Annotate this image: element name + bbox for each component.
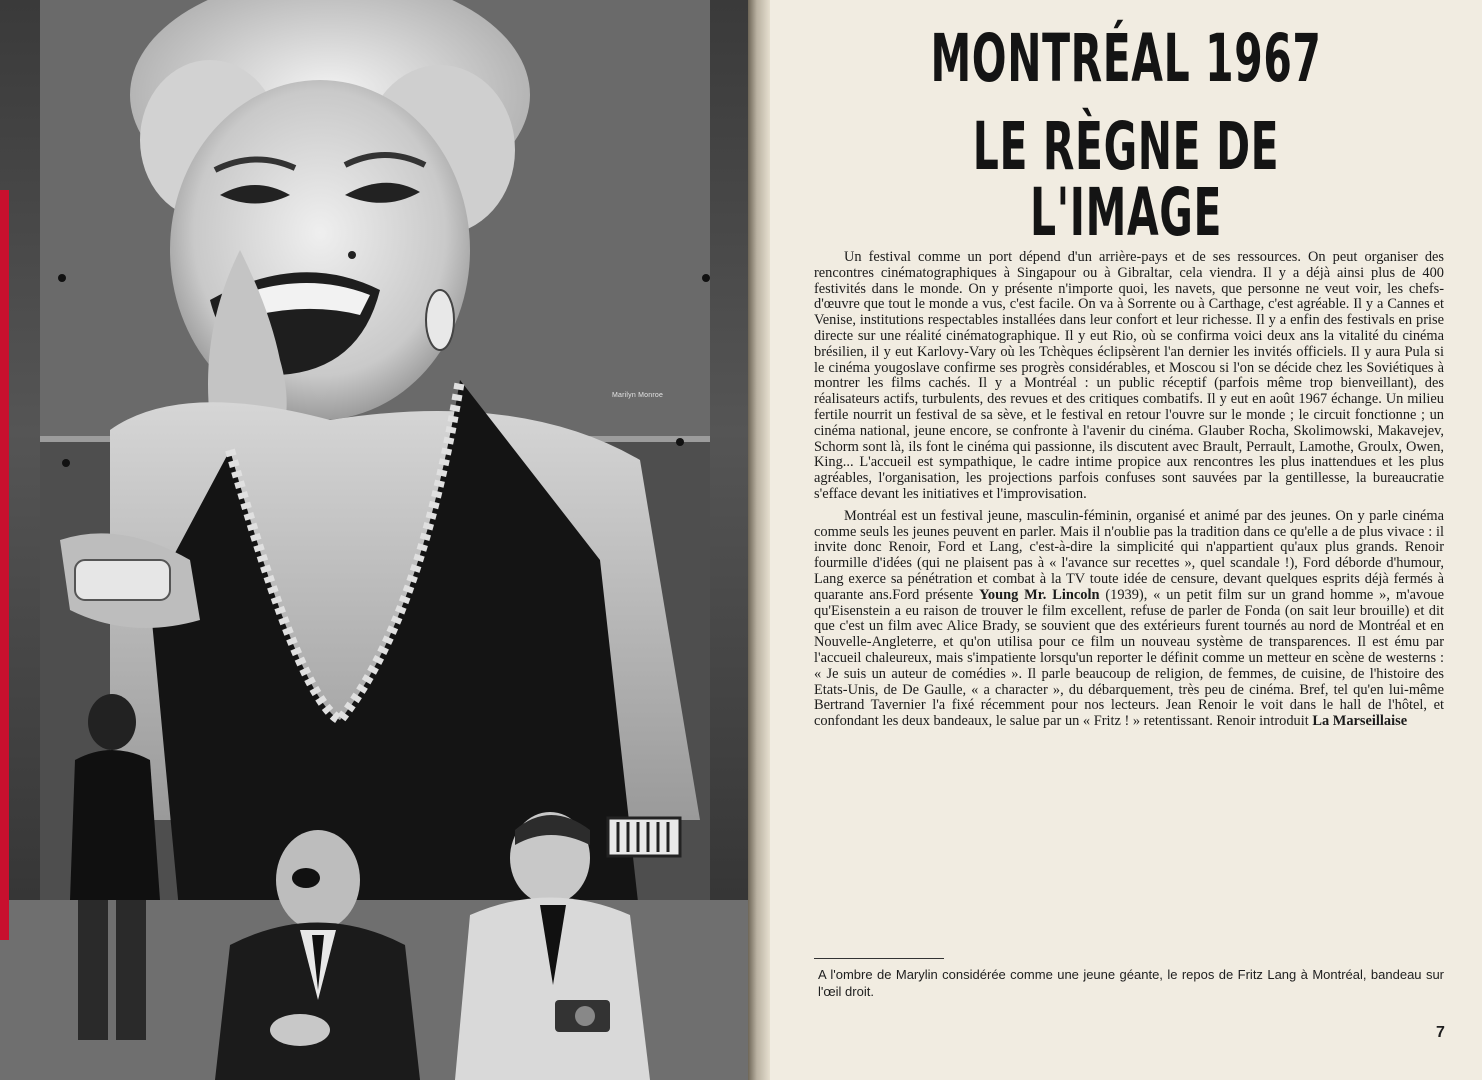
film-title: La Marseillaise: [1312, 713, 1408, 730]
paragraph-text: Montréal est un festival jeune, masculin-féminin, organisé et animé par des jeunes. On y parle cinéma comme seuls les jeunes peuvent en parler. Mais il n'oublie pas la tradition dans ce qu'elle a de plus vivace : il invite donc Renoir, Ford et Lang, c'est-à-dire la simplicité qui n'appartient qu'aux plus grands. Renoir fourmille d'idées (qui ne plaisent pas à « l'avance sur recettes », quel scandale !), Ford déborde d'humour, Lang exerce sa pénétration et combat à la TV toute idée de censure, devant quelques esprits déjà fermés à quarante ans.Ford présente: [814, 507, 1444, 603]
article-body: [814, 250, 1444, 736]
article-paragraph: [814, 509, 1444, 730]
poster-rivet: [676, 438, 684, 446]
eyepatch: [292, 868, 320, 888]
poster-rivet: [702, 274, 710, 282]
film-title: Young Mr. Lincoln: [979, 586, 1100, 603]
poster-rivet: [58, 274, 66, 282]
article-paragraph: Un festival comme un port dépend d'un arrière-pays et de ses ressources. On peut organiser des rencontres cinématographiques à Singapour ou à Gibraltar, cela viendra. Il y a déjà ainsi plus de 400 festivités dans le monde. On y présente n'importe quoi, les navets, que personne ne veut voir, les chefs-d'œuvre que tout le monde a vus, c'est facile. On va à Sorrente ou à Carthage, c'est agréable. Il y a Cannes et Venise, institutions respectables installées dans leur confort et leur richesse. Il y a enfin des festivals en prise directe sur une réalité cinématographique. Il y eut Rio, où se confirma voici deux ans la vitalité du cinéma brésilien, il y eut Karlovy-Vary où les Tchèques éclipsèrent l'an dernier les invités officiels. Il y aura Pula si le cinéma yougoslave confirme ses progrès considérables, et Moscou si l'on se décide chez les Soviétiques à montrer les films cachés. Il y a Montréal : un public réceptif (parfois même trop bienveillant), des réalisateurs actifs, turbulents, des revues et des critiques combatifs. Il y eut en août 1967 échange. Un milieu fertile nourrit un festival de sa sève, et le festival en retour l'ouvre sur le monde ; le circuit fonctionne ; un cinéma national, jeune encore, se confronte à l'avenir du cinéma. Glauber Rocha, Skolimowski, Makavejev, Schorm sont là, ils font le cinéma qui passionne, ils discutent avec Brault, Perrault, Lamothe, Groulx, Owen, King... L'accueil est sympathique, le cadre intime propice aux rencontres les plus inattendues et les plus agréables, l'organisation, les projections parfois confuses sont sauvées par la gentillesse, la bureaucratie s'efface devant les initiatives et l'improvisation.: [814, 249, 1444, 502]
book-gutter: [748, 0, 770, 1080]
headline-line-1: MONTRÉAL 1967: [930, 20, 1322, 97]
poster-earring: [426, 290, 454, 350]
text-page: [770, 0, 1482, 1080]
paragraph-text: (1939), « un petit film sur un grand homme », m'avoue qu'Eisenstein a eu raison de trouver le film excellent, refuse de parler de Fonda (on sait leur brouille) et dit que c'est un film avec Alice Brady, se souvient que des extérieurs furent tournés au nord de Montréal et en Nouvelle-Angleterre, et qu'on utilisa pour ce film un nouveau système de transparences. Il est ému par l'accueil chaleureux, mais s'impatiente lorsqu'un reporter le définit comme un metteur en scène de westerns : « Je suis un auteur de comédies ». Il parle beaucoup de religion, de femmes, de cuisine, de l'histoire des Etats-Unis, de De Gaulle, « a character », du débarquement, très peu de cinéma. Bref, tel qu'en lui-même Bertrand Tavernier l'a fixé récemment pour nos lecteurs. Jean Renoir le voit dans le hall de l'hôtel, et confondant les deux bandeaux, le salue par un « Fritz ! » retentissant. Renoir introduit: [814, 586, 1444, 730]
poster-caption: Marilyn Monroe: [612, 392, 664, 399]
poster-bracelet: [75, 560, 170, 600]
poster-rivet: [62, 459, 70, 467]
headline-line-2: LE RÈGNE DE L'IMAGE: [972, 108, 1280, 251]
photo-caption: A l'ombre de Marylin considérée comme une jeune géante, le repos de Fritz Lang à Montréal, bandeau sur l'œil droit.: [818, 967, 1444, 999]
caption-divider: [814, 958, 944, 959]
page-edge-marker: [0, 190, 9, 940]
page-number: 7: [1436, 1024, 1445, 1041]
